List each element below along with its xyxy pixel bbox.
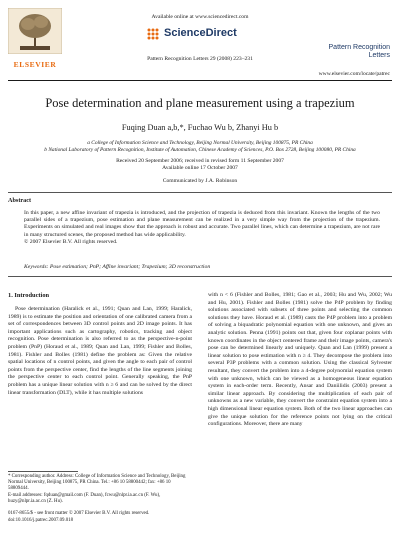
issn-line: 0167-8655/$ - see front matter © 2007 Elsevier B.V. All rights reserved. [8, 511, 150, 516]
copyright-notice: © 2007 Elsevier B.V. All rights reserved. [24, 238, 118, 245]
abstract-top-rule [8, 192, 392, 193]
keywords-label: Keywords: [24, 264, 49, 270]
authors: Fuqing Duan a,b,*, Fuchao Wu b, Zhanyi Hu b [121, 123, 279, 132]
elsevier-logo [8, 8, 62, 69]
article-title: Pose determination and plane measurement using a trapezium [45, 96, 355, 110]
intro-left-column: Pose determination (Haralick et al., 1991; Quan and Lan, 1999; Haralick, 1989) is to estimate the position and orientation of one calibrated camera from a set of correspondences between 3D control points and 2D image points. It has important applications such as cartography, robotics, tracking and object recognition. Pose determination is also referred to as the perspective-n-point problem (PnP) (Horaud et al., 1989; Quan and Lan, 1999; Fishler and Bolles, 1981). Fishler and Bolles (1981) define the problem as: Given the relative spatial locations of n control points, and given the angle to each pair of control points from the perspective center, find the lengths of the line segments joining the perspective center to each control point. Generally speaking, the PnP problem has a unique linear solution with n ≥ 6 and can be solved by the direct linear transformation (DLT), while it has multiple solutions [8, 306, 192, 396]
affiliation-a: a College of Information Science and Technology, Beijing Normal University, Beijing 100875, PR China [87, 140, 313, 146]
corresponding-author-note: * Corresponding author. Address: College of Information Science and Technology, Beijing Normal University, Beijing 100875, PR China. Tel.: +86 10 58800442; fax: +86 10 58809444. [8, 474, 186, 491]
journal-citation: Pattern Recognition Letters 29 (2008) 223–231 [147, 56, 253, 62]
journal-url-link[interactable]: www.elsevier.com/locate/patrec [318, 71, 390, 77]
sciencedirect-dots-icon [146, 27, 160, 41]
communicated-by: Communicated by J.A. Robinson [162, 178, 238, 184]
abstract-heading: Abstract [8, 197, 32, 204]
received-date: Received 20 September 2006; received in revised form 11 September 2007 [116, 158, 284, 164]
journal-name-line2: Letters [368, 52, 390, 59]
journal-name [290, 44, 390, 60]
keywords [24, 264, 380, 270]
intro-right-column: with n < 6 (Fishler and Bolles, 1981; Gao et al., 2003; Hu and Wu, 2002; Wu and Hu, 2001). Fishler and Bolles (1981) solve the P4P problem by finding solutions associated with subsets of three points and selecting the common solutions they have. Horaud et al. (1989) casts the P4P problem into a problem of solving a biquadratic polynomial equation with one unknown, and gives an analytic solution. Penna (1991) points out that, given four coplanar points with known coordinates in the object centered frame and their image points, camera's pose can be determined linearly and uniquely. Quan and Lan (1999) present a linear solution to pose estimation with n ≥ 4. They decompose the problem into several P3P problems with a common solution. Using the classical Sylvester resultant, they convert the problem into a 4-degree polynomial equation system with one unknown, which can be viewed as a homogeneous linear equation system in each-order term. Recently, Ansar and Daniilidis (2003) present a similar linear approach. By considering the multiplication of each pair of unknowns as a new variable, they convert the constraint equation system into a high dimensional linear equation system. Both of the two linear approaches can give the unique solution for the reference points not lying on the critical configurations. Moreover, there are many [208, 292, 392, 428]
section-title: 1. Introduction [8, 292, 50, 299]
elsevier-tree-icon [8, 8, 62, 54]
platform-name: ScienceDirect [164, 27, 237, 39]
publisher-name: ELSEVIER [13, 60, 57, 69]
abstract-bottom-rule [8, 276, 392, 277]
header-rule [8, 80, 392, 81]
footnote-rule [8, 471, 78, 472]
abstract-body [24, 210, 380, 246]
journal-name-line1: Pattern Recognition [328, 44, 390, 51]
available-date: Available online 17 October 2007 [162, 165, 238, 171]
email-addresses[interactable]: E-mail addresses: fqduan@gmail.com (F. Duan), fcwu@nlpr.ia.ac.cn (F. Wu), huzy@nlpr.ia.ac.cn (Z. Hu). [8, 493, 161, 504]
sciencedirect-logo [146, 26, 276, 42]
affiliation-b: b National Laboratory of Pattern Recognition, Institute of Automation, Chinese Academy of Sciences, P.O. Box 2728, Beijing 100080, PR China [44, 147, 356, 153]
keywords-list: Pose estimation; PnP; Affine invariant; Trapezium; 3D reconstruction [49, 264, 211, 270]
abstract-text: In this paper, a new affine invariant of trapezia is introduced, and the projection of trapezia is deduced from this invariant. Known the lengths of the two parallel sides of a trapezium, pose estimation and plane measurement can be realized in a very simple way from the projection of the trapezium. Experiments on simulated and real images show that the approach is robust and accurate. Two parallel lines, which can determine a trapezium, are not rare in many structured scenes, the proposed method has wide applicability. [24, 210, 380, 238]
doi-link[interactable]: doi:10.1016/j.patrec.2007.09.018 [8, 518, 74, 523]
available-online-text: Available online at www.sciencedirect.com [151, 14, 249, 20]
